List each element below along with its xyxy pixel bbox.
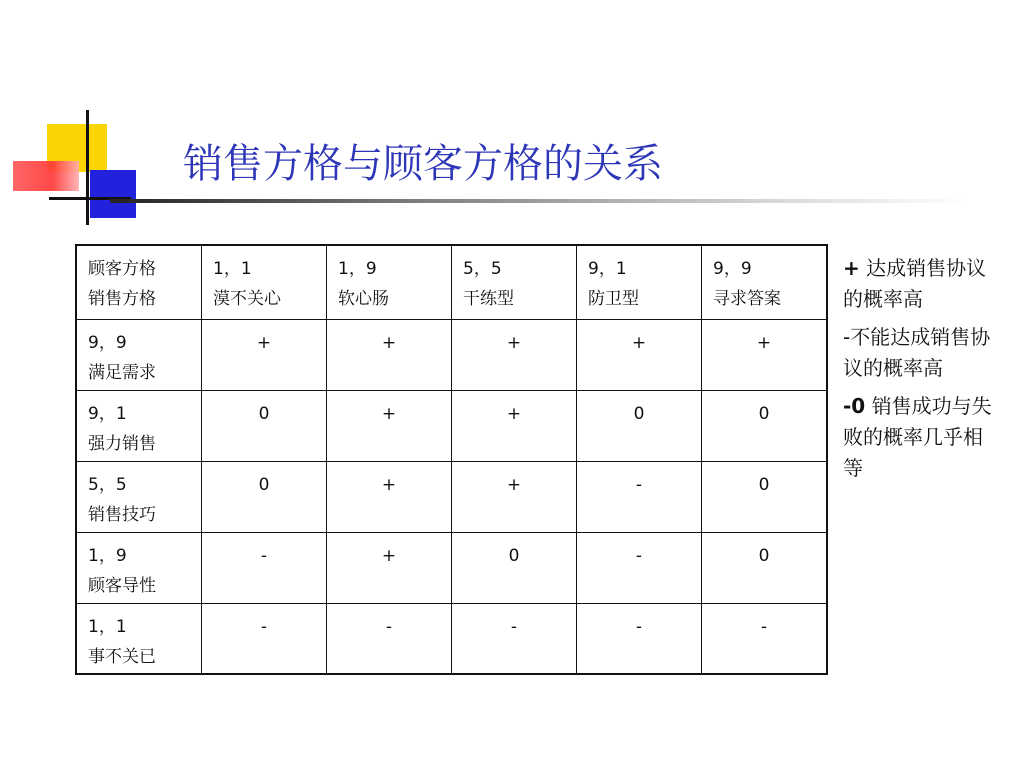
table-row (76, 533, 827, 604)
corner-header-cell (76, 245, 202, 320)
title-underline (110, 199, 970, 203)
legend-item (843, 322, 993, 384)
table-cell: + (202, 320, 327, 391)
column-name: 软心肠 (338, 289, 389, 309)
column-code: 9，9 (713, 259, 752, 279)
legend-symbol: - (843, 325, 851, 349)
decor-vertical-line (86, 110, 89, 225)
table-cell: + (327, 320, 452, 391)
table-header-row (76, 245, 827, 320)
row-header (76, 320, 202, 391)
table-cell: - (202, 533, 327, 604)
table-row (76, 604, 827, 675)
slide-title: 销售方格与顾客方格的关系 (183, 141, 663, 187)
row-code: 1，9 (88, 546, 127, 566)
row-name: 销售技巧 (88, 505, 156, 525)
column-header (202, 245, 327, 320)
legend-item (843, 391, 993, 484)
table-cell: 0 (702, 391, 828, 462)
table-row (76, 391, 827, 462)
column-code: 1，1 (213, 259, 252, 279)
table-cell: - (577, 533, 702, 604)
table-cell: + (327, 391, 452, 462)
table-cell: 0 (702, 533, 828, 604)
legend-text: 不能达成销售协议的概率高 (843, 325, 991, 380)
table-cell: + (702, 320, 828, 391)
row-name: 强力销售 (88, 434, 156, 454)
row-code: 1，1 (88, 617, 127, 637)
corner-label-sales: 销售方格 (88, 289, 156, 309)
row-header (76, 462, 202, 533)
decor-blue-square (90, 170, 136, 218)
row-header (76, 391, 202, 462)
column-header (327, 245, 452, 320)
column-code: 9，1 (588, 259, 627, 279)
table-cell: - (577, 462, 702, 533)
table-cell: - (327, 604, 452, 675)
table-row (76, 462, 827, 533)
row-name: 满足需求 (88, 363, 156, 383)
column-name: 漠不关心 (213, 289, 281, 309)
table-cell: + (327, 462, 452, 533)
column-header (577, 245, 702, 320)
table-cell: - (577, 604, 702, 675)
legend-text: 达成销售协议的概率高 (843, 256, 987, 311)
table-cell: + (452, 391, 577, 462)
column-header (702, 245, 828, 320)
row-header (76, 533, 202, 604)
row-name: 顾客导性 (88, 576, 156, 596)
decor-red-bar (13, 161, 79, 191)
table-cell: 0 (202, 391, 327, 462)
table-cell: + (327, 533, 452, 604)
corner-label-customer: 顾客方格 (88, 259, 156, 279)
legend-symbol: + (843, 256, 860, 280)
column-name: 干练型 (463, 289, 514, 309)
column-code: 1，9 (338, 259, 377, 279)
column-name: 防卫型 (588, 289, 639, 309)
legend-symbol: -0 (843, 394, 866, 418)
table-cell: 0 (577, 391, 702, 462)
table-cell: + (452, 320, 577, 391)
column-code: 5，5 (463, 259, 502, 279)
table-cell: - (702, 604, 828, 675)
table-cell: 0 (702, 462, 828, 533)
table-row (76, 320, 827, 391)
row-code: 5，5 (88, 475, 127, 495)
table-cell: - (202, 604, 327, 675)
legend-item (843, 253, 993, 315)
column-name: 寻求答案 (713, 289, 781, 309)
table-cell: 0 (452, 533, 577, 604)
legend-text: 销售成功与失败的概率几乎相等 (843, 394, 992, 480)
row-code: 9，1 (88, 404, 127, 424)
table-cell: 0 (202, 462, 327, 533)
table-cell: + (452, 462, 577, 533)
table-cell: - (452, 604, 577, 675)
column-header (452, 245, 577, 320)
row-header (76, 604, 202, 675)
row-name: 事不关已 (88, 647, 156, 667)
table-cell: + (577, 320, 702, 391)
grid-relation-table (75, 244, 828, 675)
row-code: 9，9 (88, 333, 127, 353)
legend (843, 253, 993, 491)
